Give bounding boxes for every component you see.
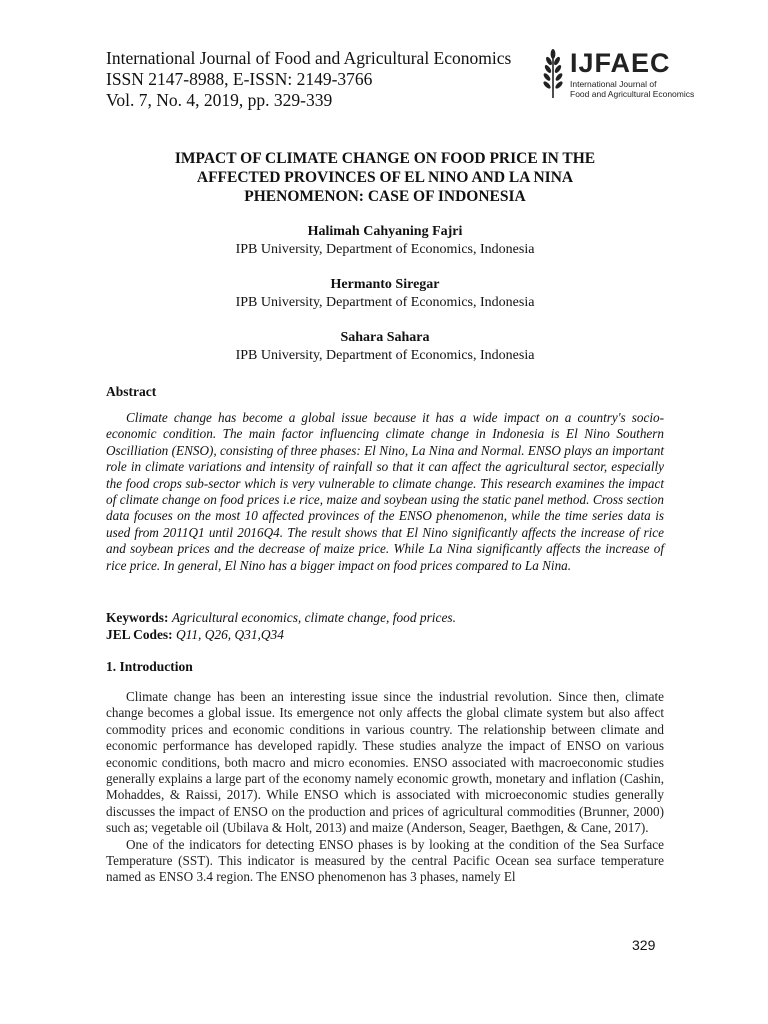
journal-logo	[540, 48, 695, 106]
keywords-label: Keywords:	[106, 610, 169, 625]
author-name: Halimah Cahyaning Fajri	[307, 224, 463, 239]
jel-codes-line	[106, 627, 664, 643]
jel-codes-value: Q11, Q26, Q31,Q34	[175, 627, 284, 642]
paragraph: Climate change has been an interesting issue since the industrial revolution. Since then, climate change becomes a global issue. Its emergence not only affects the global climate system but also affect commodity prices and economic conditions in various country. The relationship between climate and economic performance has developed rapidly. These studies analyze the impact of ENSO on various economic conditions, both macro and micro economies. ENSO associated with macroeconomic studies generally explains a large part of the economy namely economic growth, monetary and inflation (Cashin, Mohaddes, & Raissi, 2017). While ENSO which is associated with microeconomic studies generally discusses the impact of ENSO on the production and prices of agricultural commodities (Brunner, 2000) such as; vegetable oil (Ubilava & Holt, 2013) and maize (Anderson, Seager, Baethgen, & Cane, 2017).	[106, 689, 664, 836]
paper-title	[106, 149, 664, 206]
abstract-heading: Abstract	[106, 384, 157, 399]
paragraph: One of the indicators for detecting ENSO phases is by looking at the condition of the Sea Surface Temperature (SST). This indicator is measured by the central Pacific Ocean sea surface temperature named as ENSO 3.4 region. The ENSO phenomenon has 3 phases, namely El	[106, 836, 664, 885]
introduction-body	[106, 689, 664, 886]
journal-header	[106, 48, 511, 111]
paper-title-line: IMPACT OF CLIMATE CHANGE ON FOOD PRICE IN THE	[174, 150, 596, 167]
paper-title-line: AFFECTED PROVINCES OF EL NINO AND LA NINA	[196, 169, 574, 186]
page-number: 329	[632, 937, 656, 953]
wheat-icon	[540, 48, 566, 100]
journal-issn: ISSN 2147-8988, E-ISSN: 2149-3766	[106, 69, 373, 89]
abstract-body	[106, 410, 664, 574]
logo-subtitle-line1: International Journal of	[570, 79, 657, 89]
logo-title: IJFAEC	[570, 48, 671, 78]
author-affiliation: IPB University, Department of Economics, Indonesia	[235, 348, 535, 363]
jel-codes-label: JEL Codes:	[106, 627, 173, 642]
author-affiliation: IPB University, Department of Economics, Indonesia	[235, 242, 535, 257]
keywords-line	[106, 610, 664, 626]
author-name: Hermanto Siregar	[330, 277, 440, 292]
abstract-text: Climate change has become a global issue because it has a wide impact on a country's socio-economic condition. The main factor influencing climate change in Indonesia is El Nino Southern Oscilliation (ENSO), consisting of three phases: El Nino, La Nina and Normal. ENSO plays an important role in climate variations and intensity of rainfall so that it can affect the agricultural sector, especially the food crops sub-sector which is very vulnerable to climate change. This research examines the impact of climate change on food prices i.e rice, maize and soybean using the static panel method. Cross section data focuses on the most 10 affected provinces of the ENSO phenomenon, while the time series data is used from 2011Q1 until 2016Q4. The result shows that El Nino significantly affects the increase of rice and soybean prices and the decrease of maize price. While La Nina significantly affects the increase of rice price. In general, El Nino has a bigger impact on food prices compared to La Nina.	[106, 410, 664, 573]
journal-name: International Journal of Food and Agricultural Economics	[106, 48, 512, 68]
author-name: Sahara Sahara	[340, 330, 430, 345]
logo-subtitle-line2: Food and Agricultural Economics	[570, 89, 695, 99]
keywords-value: Agricultural economics, climate change, food prices.	[171, 610, 456, 625]
journal-volume: Vol. 7, No. 4, 2019, pp. 329-339	[106, 90, 333, 110]
author-affiliation: IPB University, Department of Economics, Indonesia	[235, 295, 535, 310]
introduction-heading: 1. Introduction	[106, 659, 193, 674]
paper-title-line: PHENOMENON: CASE OF INDONESIA	[244, 188, 526, 205]
